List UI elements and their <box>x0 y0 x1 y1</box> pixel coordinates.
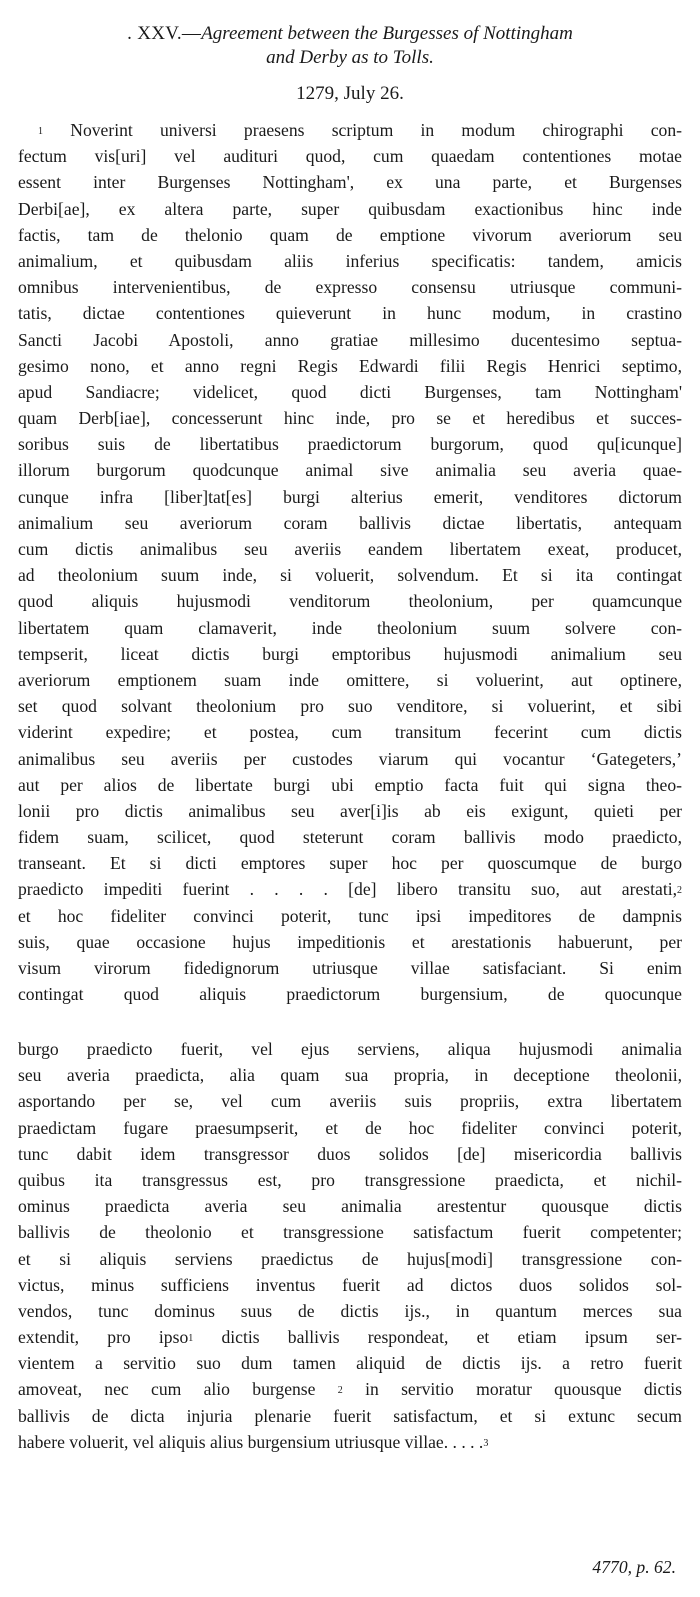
text-line: set quod solvant theolonium pro suo venditore, si voluerint, et sibi <box>18 696 682 717</box>
text-line: et hoc fideliter convinci poterit, tunc ipsi impeditores de dampnis <box>18 905 682 926</box>
text-line: Derbi[ae], ex altera parte, super quibusdam exactionibus hinc inde <box>18 198 682 219</box>
text-line: ad theolonium suum inde, si voluerit, solvendum. Et si ita contingat <box>18 565 682 586</box>
text-line: gesimo nono, et anno regni Regis Edwardi filii Regis Henrici septimo, <box>18 355 682 376</box>
footnote-mark: 2 <box>677 885 682 897</box>
text-line: ominus praedicta averia seu animalia arestentur quousque dictis <box>18 1196 682 1217</box>
text-line: viderint expedire; et postea, cum transitum fecerint cum dictis <box>18 722 682 743</box>
text-line: illorum burgorum quodcunque animal sive animalia seu averia quae- <box>18 460 682 481</box>
text-line: averiorum emptionem suam inde omittere, si voluerint, aut optinere, <box>18 669 682 690</box>
text-line: transeant. Et si dicti emptores super hoc per quoscumque de burgo <box>18 853 682 874</box>
text-line <box>18 876 682 902</box>
document-date: 1279, July 26. <box>296 83 404 104</box>
text-line: seu averia praedicta, alia quam sua propria, in deceptione theolonii, <box>18 1065 682 1086</box>
footnote-mark: 3 <box>483 1437 489 1449</box>
text-line: quibus ita transgressus est, pro transgressione praedicta, et nichil- <box>18 1169 682 1190</box>
paragraph-1 <box>18 117 682 1007</box>
text-line: quod aliquis hujusmodi venditorum theolonium, per quamcunque <box>18 591 682 612</box>
text-line: animalibus seu averiis per custodes viarum qui vocantur ‘Gategeters,’ <box>18 748 682 769</box>
text-line: burgo praedicto fuerit, vel ejus serviens, aliqua hujusmodi animalia <box>18 1039 682 1059</box>
text-line-content: habere voluerit, vel aliquis alius burgensium utriusque villae. . . . . <box>18 1431 484 1452</box>
text-line: omnibus intervenientibus, de expresso consensu utriusque communi- <box>18 277 682 298</box>
text-line: fidem suam, scilicet, quod steterunt coram ballivis modo praedicto, <box>18 827 682 848</box>
text-line: animalium seu averiorum coram ballivis dictae libertatis, antequam <box>18 512 682 533</box>
text-line: Sancti Jacobi Apostoli, anno gratiae millesimo ducentesimo septua- <box>18 329 682 350</box>
text-line: lonii pro dictis animalibus seu aver[i]is ab eis exigunt, quieti per <box>18 800 682 821</box>
text-line <box>18 1324 682 1350</box>
text-line-content: extendit, pro ipso <box>18 1327 189 1348</box>
text-line: vendos, tunc dominus suus de dictis ijs., in quantum merces sua <box>18 1300 682 1321</box>
text-line: fectum vis[uri] vel audituri quod, cum quaedam contentiones motae <box>18 146 682 167</box>
document-heading <box>20 22 680 70</box>
text-line: contingat quod aliquis praedictorum burgensium, de quocunque <box>18 984 682 1005</box>
text-line: quam Derb[iae], concesserunt hinc inde, pro se et heredibus et succes- <box>18 408 682 429</box>
text-line: libertatem quam clamaverit, inde theolonium suum solvere con- <box>18 617 682 638</box>
text-line: factis, tam de thelonio quam de emptione vivorum averiorum seu <box>18 224 682 245</box>
text-line: tempserit, liceat dictis burgi emptoribus hujusmodi animalium seu <box>18 643 682 664</box>
text-line: praedictam fugare praesumpserit, et de hoc fideliter convinci poterit, <box>18 1117 682 1138</box>
text-line: aut per alios de libertate burgi ubi emptio facta fuit qui signa theo- <box>18 774 682 795</box>
text-line: tatis, dictae contentiones quieverunt in hunc modum, in crastino <box>18 303 682 324</box>
text-line: asportando per se, vel cum averiis suis propriis, extra libertatem <box>18 1091 682 1112</box>
text-line <box>18 1376 682 1402</box>
text-line-content: amoveat, nec cum alio burgense <box>18 1379 316 1400</box>
source-reference: 4770, p. 62. <box>592 1557 676 1577</box>
text-line: cum dictis animalibus seu averiis eandem libertatem exeat, producet, <box>18 539 682 559</box>
text-line: tunc dabit idem transgressor duos solidos [de] misericordia ballivis <box>18 1143 682 1164</box>
text-line <box>18 1429 682 1455</box>
text-line-content: dictis ballivis respondeat, et etiam ipsum ser- <box>221 1327 682 1348</box>
heading-title-line2: and Derby as to Tolls. <box>266 47 434 68</box>
text-line: victus, minus sufficiens inventus fuerit ad dictos duos solidos sol- <box>18 1274 682 1295</box>
footnote-mark: 1 <box>38 126 43 137</box>
text-line: cunque infra [liber]tat[es] burgi alterius emerit, venditores dictorum <box>18 486 682 507</box>
heading-title-line1: Agreement between the Burgesses of Nottingham <box>201 23 573 44</box>
text-line-content: praedicto impediti fuerint . . . . [de] libero transitu suo, aut arestati, <box>18 879 677 900</box>
text-line: animalium, et quibusdam aliis inferius specificatis: tandem, amicis <box>18 250 682 271</box>
text-line <box>18 117 682 143</box>
heading-number: . XXV.— <box>127 23 202 44</box>
footnote-mark: 1 <box>188 1333 194 1345</box>
text-line: essent inter Burgenses Nottingham', ex una parte, et Burgenses <box>18 172 682 193</box>
text-line: visum virorum fidedignorum utriusque villae satisfaciant. Si enim <box>18 958 682 978</box>
text-line: ballivis de dicta injuria plenarie fuerit satisfactum, et si extunc secum <box>18 1405 682 1426</box>
text-line: soribus suis de libertatibus praedictorum burgorum, quod qu[icunque] <box>18 434 682 455</box>
footnote-mark: 2 <box>337 1385 343 1397</box>
text-line: et si aliquis serviens praedictus de hujus[modi] transgressione con- <box>18 1248 682 1269</box>
paragraph-2 <box>18 1036 682 1455</box>
text-line-content: in servitio moratur quousque dictis <box>365 1379 682 1400</box>
text-line-content: Noverint universi praesens scriptum in modum chirographi con- <box>70 120 682 140</box>
text-line: suis, quae occasione hujus impeditionis et arestationis habuerunt, per <box>18 931 682 952</box>
text-line: ballivis de theolonio et transgressione satisfactum fuerit competenter; <box>18 1222 682 1243</box>
text-line: vientem a servitio suo dum tamen aliquid de dictis ijs. a retro fuerit <box>18 1353 682 1374</box>
text-line: apud Sandiacre; videlicet, quod dicti Burgenses, tam Nottingham' <box>18 381 682 402</box>
